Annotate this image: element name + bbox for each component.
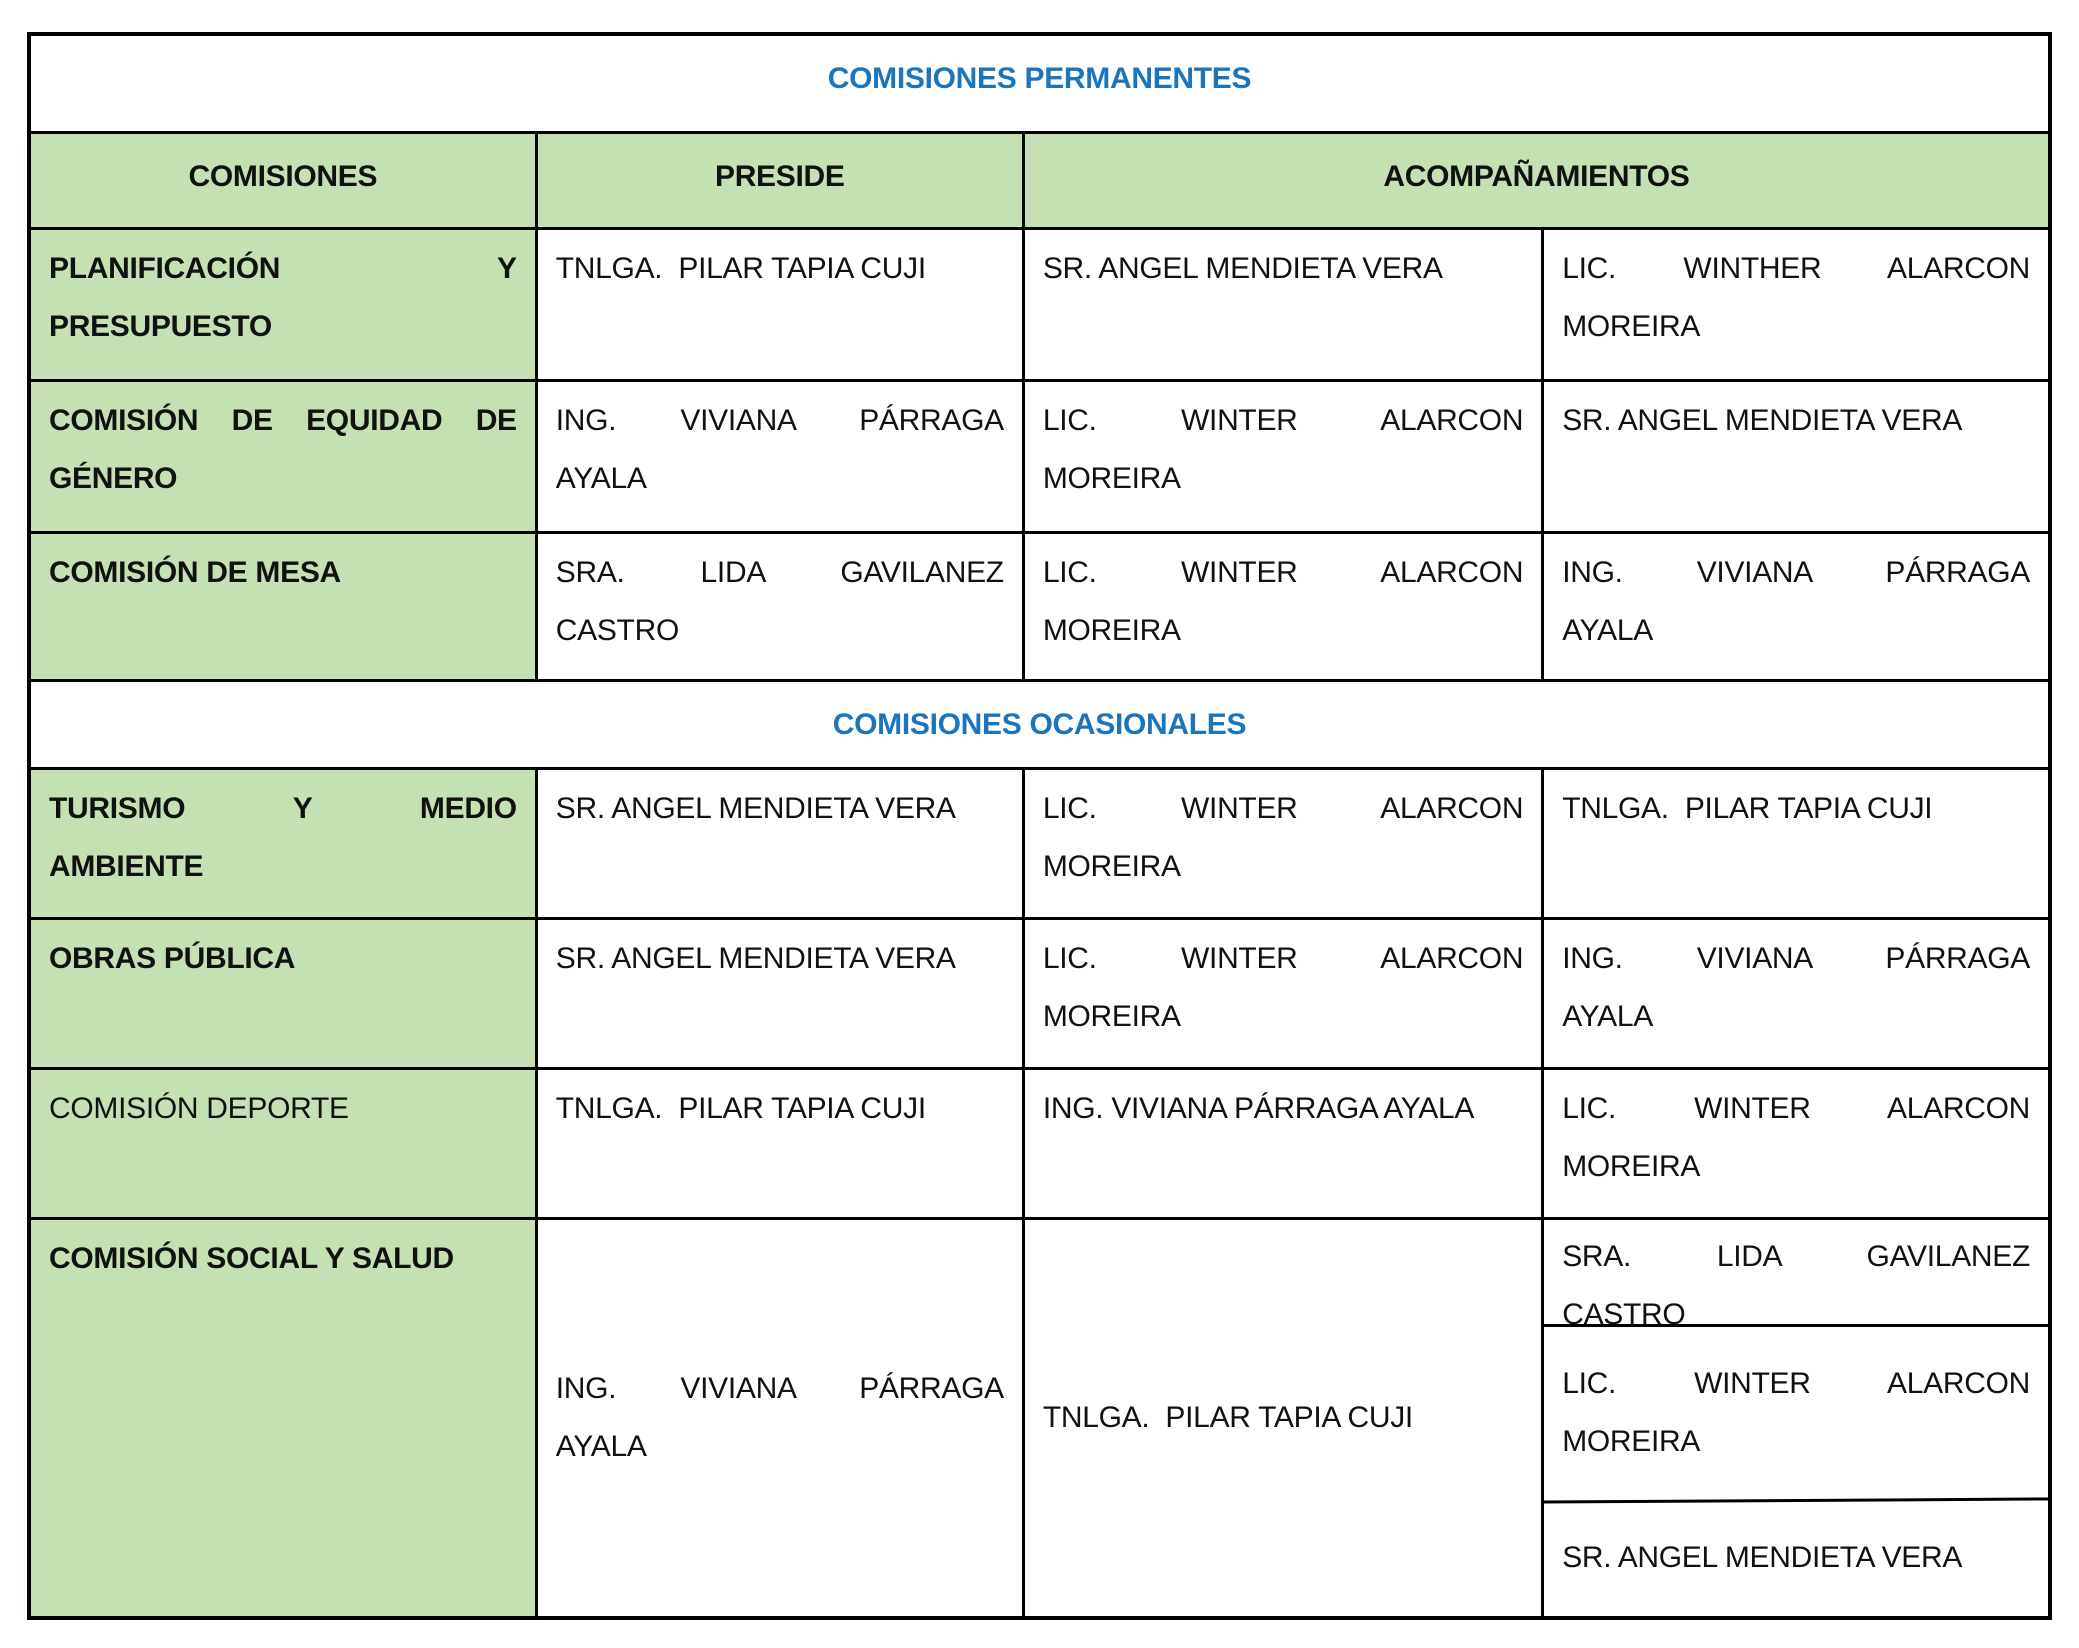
cell-line: AYALA <box>1562 613 1653 647</box>
cell-line: LIC. WINTER ALARCON <box>1042 403 1524 437</box>
stacked-subcell <box>1544 1327 2048 1499</box>
cell-line: PRESUPUESTO <box>49 309 272 343</box>
cell-line: SRA. LIDA GAVILANEZ <box>1562 1239 2030 1273</box>
commission-name-cell <box>29 1068 536 1218</box>
preside-cell <box>536 768 1023 918</box>
cell-line: SR. ANGEL MENDIETA VERA <box>1042 251 1443 285</box>
cell-line: AMBIENTE <box>49 849 204 883</box>
cell-line: COMISIÓN DEPORTE <box>49 1091 349 1125</box>
cell-line: MOREIRA <box>1042 613 1181 647</box>
cell-line: AYALA <box>555 1429 647 1463</box>
table-row <box>29 532 2050 680</box>
cell-line: TURISMO Y MEDIO <box>49 791 517 825</box>
column-header-comisiones: COMISIONES <box>29 132 536 228</box>
acompanamiento-cell <box>1543 768 2050 918</box>
cell-line: MOREIRA <box>1042 849 1181 883</box>
commission-name-cell <box>29 918 536 1068</box>
cell-line: ING. VIVIANA PÁRRAGA <box>1562 555 2030 589</box>
cell-line: TNLGA. PILAR TAPIA CUJI <box>555 1091 926 1125</box>
section-title-permanentes: COMISIONES PERMANENTES <box>29 34 2050 132</box>
stacked-subcell <box>1544 1502 2048 1614</box>
acompanamiento-cell <box>1023 1068 1542 1218</box>
cell-line: LIC. WINTER ALARCON <box>1562 1091 2030 1125</box>
cell-line: TNLGA. PILAR TAPIA CUJI <box>1562 791 1933 825</box>
commissions-table <box>27 32 2052 1620</box>
acompanamiento-cell <box>1543 380 2050 532</box>
cell-line: PLANIFICACIÓN Y <box>49 251 517 285</box>
cell-line: MOREIRA <box>1562 1424 1701 1458</box>
acompanamiento-cell <box>1023 1218 1542 1618</box>
cell-line: LIC. WINTER ALARCON <box>1562 1366 2030 1400</box>
acompanamiento-cell <box>1023 228 1542 380</box>
commission-name-cell <box>29 380 536 532</box>
table-row <box>29 228 2050 380</box>
cell-line: COMISIÓN SOCIAL Y SALUD <box>49 1241 454 1275</box>
preside-cell <box>536 1218 1023 1618</box>
commission-name-cell <box>29 532 536 680</box>
table-row <box>29 918 2050 1068</box>
cell-line: SRA. LIDA GAVILANEZ <box>555 555 1004 589</box>
cell-line: TNLGA. PILAR TAPIA CUJI <box>555 251 926 285</box>
cell-line: MOREIRA <box>1562 1149 1701 1183</box>
table-row <box>29 380 2050 532</box>
column-header-acompanamientos: ACOMPAÑAMIENTOS <box>1023 132 2050 228</box>
cell-line: SR. ANGEL MENDIETA VERA <box>1562 1540 1963 1574</box>
cell-line: LIC. WINTER ALARCON <box>1042 941 1524 975</box>
acompanamiento-cell <box>1543 532 2050 680</box>
stacked-subcell <box>1544 1220 2048 1331</box>
cell-line: COMISIÓN DE MESA <box>49 555 341 589</box>
commission-name-cell <box>29 1218 536 1618</box>
cell-line: SR. ANGEL MENDIETA VERA <box>555 791 956 825</box>
preside-cell <box>536 1068 1023 1218</box>
commission-name-cell <box>29 228 536 380</box>
cell-line: GÉNERO <box>49 461 178 495</box>
preside-cell <box>536 380 1023 532</box>
preside-cell <box>536 532 1023 680</box>
acompanamiento-cell <box>1543 1068 2050 1218</box>
preside-cell <box>536 918 1023 1068</box>
table-row <box>29 768 2050 918</box>
cell-line: SR. ANGEL MENDIETA VERA <box>1562 403 1963 437</box>
cell-line: OBRAS PÚBLICA <box>49 941 296 975</box>
acompanamiento-cell <box>1543 918 2050 1068</box>
cell-line: ING. VIVIANA PÁRRAGA <box>555 403 1004 437</box>
acompanamiento-cell <box>1023 380 1542 532</box>
cell-line: MOREIRA <box>1042 461 1181 495</box>
acompanamiento-cell <box>1023 532 1542 680</box>
acompanamiento-stacked-cell <box>1543 1218 2050 1618</box>
cell-line: TNLGA. PILAR TAPIA CUJI <box>1042 1400 1413 1434</box>
acompanamiento-cell <box>1023 768 1542 918</box>
preside-cell <box>536 228 1023 380</box>
acompanamiento-cell <box>1543 228 2050 380</box>
cell-line: AYALA <box>555 461 647 495</box>
cell-line: CASTRO <box>555 613 679 647</box>
cell-line: ING. VIVIANA PÁRRAGA <box>1562 941 2030 975</box>
cell-line: AYALA <box>1562 999 1653 1033</box>
cell-line: MOREIRA <box>1562 309 1701 343</box>
column-header-preside: PRESIDE <box>536 132 1023 228</box>
cell-line: ING. VIVIANA PÁRRAGA <box>555 1371 1004 1405</box>
cell-line: ING. VIVIANA PÁRRAGA AYALA <box>1042 1091 1475 1125</box>
commission-name-cell <box>29 768 536 918</box>
cell-line: CASTRO <box>1562 1297 1686 1331</box>
cell-line: MOREIRA <box>1042 999 1181 1033</box>
table-row <box>29 1068 2050 1218</box>
table-row <box>29 1218 2050 1618</box>
acompanamiento-cell <box>1023 918 1542 1068</box>
cell-line: LIC. WINTER ALARCON <box>1042 791 1524 825</box>
section-title-ocasionales: COMISIONES OCASIONALES <box>29 680 2050 768</box>
cell-line: LIC. WINTHER ALARCON <box>1562 251 2030 285</box>
cell-line: COMISIÓN DE EQUIDAD DE <box>49 403 517 437</box>
cell-line: LIC. WINTER ALARCON <box>1042 555 1524 589</box>
cell-line: SR. ANGEL MENDIETA VERA <box>555 941 956 975</box>
